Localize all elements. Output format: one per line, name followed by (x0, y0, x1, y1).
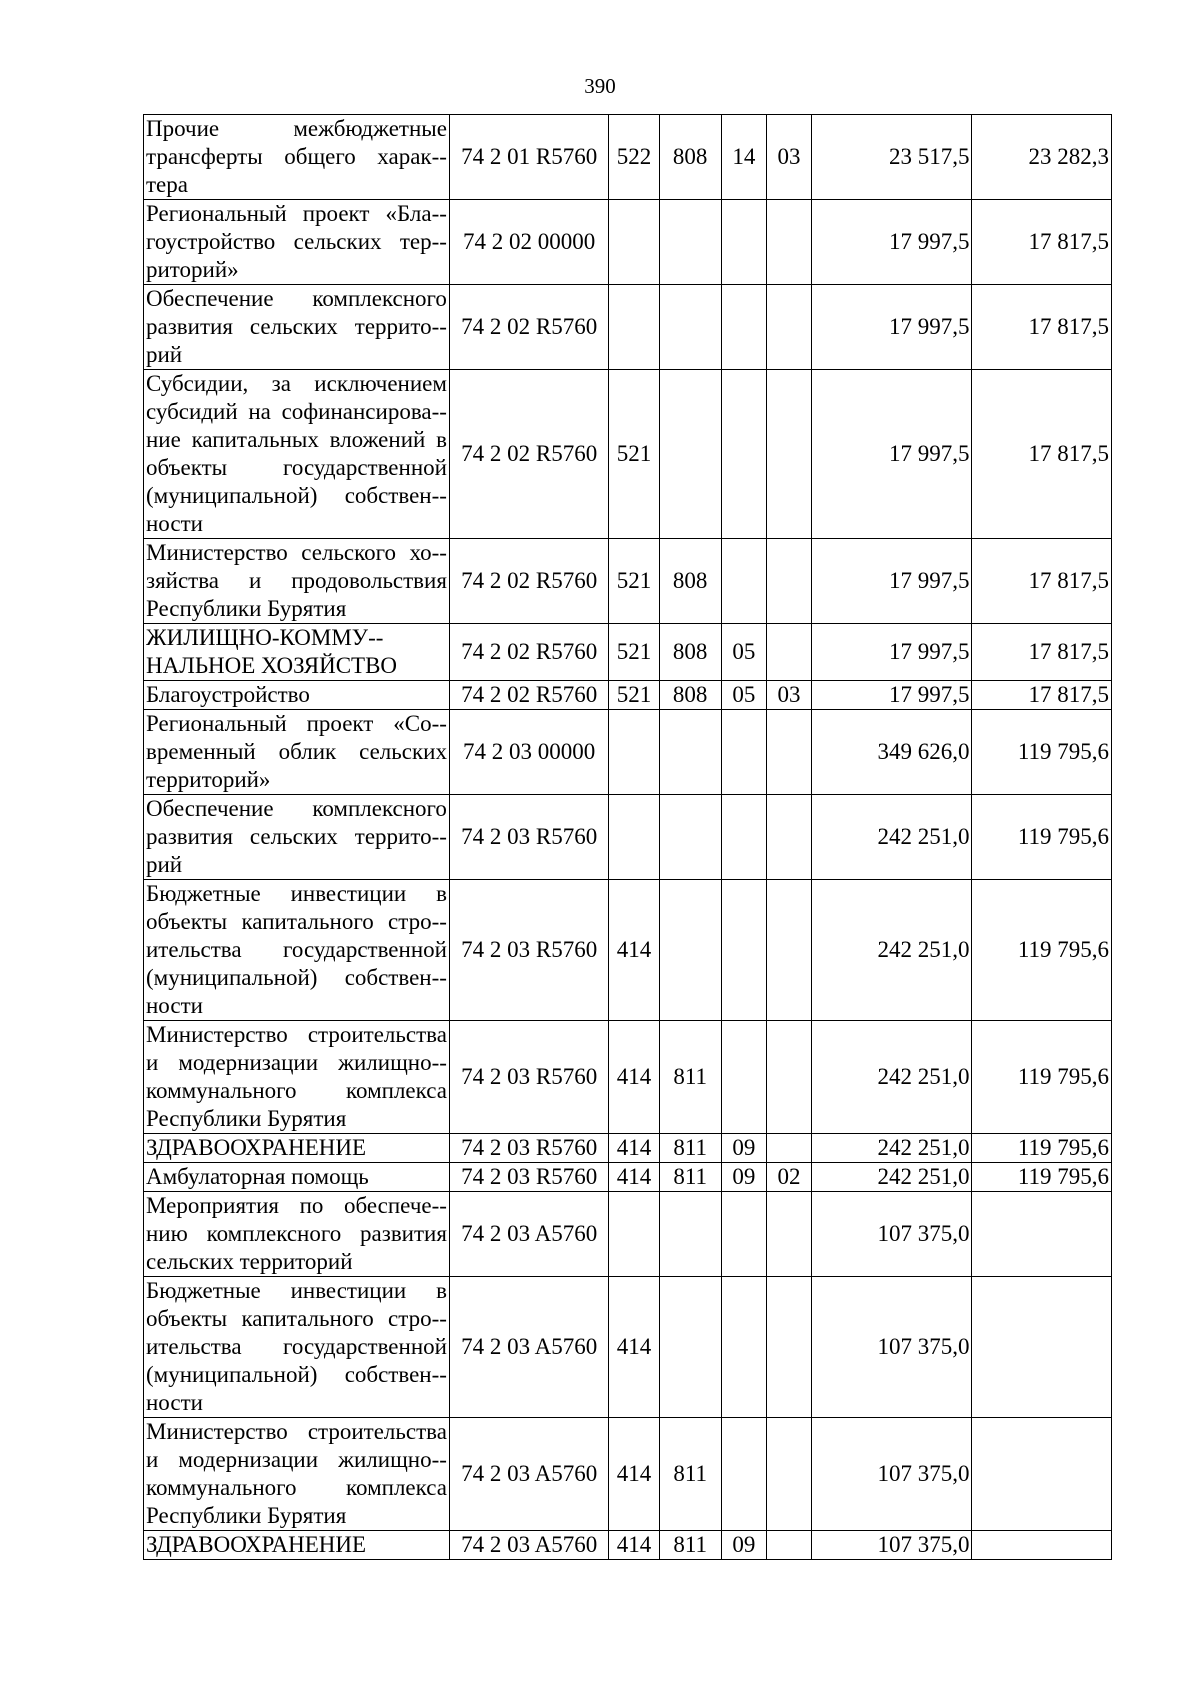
subsection-cell (766, 624, 811, 681)
table-row (144, 370, 1112, 539)
table-row (144, 710, 1112, 795)
target-article-cell: 74 2 03 R5760 (449, 880, 608, 1021)
amount-first-cell: 17 997,5 (812, 285, 972, 370)
amount-second-cell: 17 817,5 (972, 539, 1112, 624)
amount-second-cell: 17 817,5 (972, 624, 1112, 681)
target-article-cell: 74 2 02 R5760 (449, 285, 608, 370)
amount-second-cell: 119 795,6 (972, 1134, 1112, 1163)
amount-second-cell: 119 795,6 (972, 1163, 1112, 1192)
expense-type-cell (609, 710, 659, 795)
subsection-cell: 02 (766, 1163, 811, 1192)
administrator-code-cell: 808 (659, 681, 721, 710)
administrator-code-cell: 811 (659, 1021, 721, 1134)
table-row (144, 1418, 1112, 1531)
expense-type-cell: 414 (609, 1531, 659, 1560)
subsection-cell (766, 880, 811, 1021)
target-article-cell: 74 2 02 R5760 (449, 370, 608, 539)
section-cell (721, 880, 766, 1021)
amount-second-cell: 17 817,5 (972, 681, 1112, 710)
section-cell (721, 285, 766, 370)
expense-type-cell (609, 795, 659, 880)
table-row (144, 880, 1112, 1021)
expense-type-cell (609, 200, 659, 285)
administrator-code-cell (659, 880, 721, 1021)
amount-second-cell: 17 817,5 (972, 285, 1112, 370)
amount-second-cell (972, 1192, 1112, 1277)
table-row (144, 1192, 1112, 1277)
subsection-cell (766, 1531, 811, 1560)
section-cell: 05 (721, 624, 766, 681)
target-article-cell: 74 2 03 A5760 (449, 1531, 608, 1560)
expense-type-cell (609, 1192, 659, 1277)
row-name-cell: Мероприятия по обеспече-нию комплексного развития сельских территорий (144, 1192, 450, 1277)
subsection-cell (766, 710, 811, 795)
expense-type-cell: 414 (609, 1134, 659, 1163)
table-row (144, 1531, 1112, 1560)
administrator-code-cell (659, 1277, 721, 1418)
row-name-cell: Амбулаторная помощь (144, 1163, 450, 1192)
expense-type-cell: 414 (609, 1277, 659, 1418)
section-cell (721, 1192, 766, 1277)
amount-first-cell: 17 997,5 (812, 539, 972, 624)
target-article-cell: 74 2 01 R5760 (449, 115, 608, 200)
table-row (144, 1134, 1112, 1163)
subsection-cell (766, 1418, 811, 1531)
row-name-cell: Обеспечение комплексного развития сельских террито-рий (144, 285, 450, 370)
row-name-cell: Региональный проект «Бла-гоустройство сельских тер-риторий» (144, 200, 450, 285)
target-article-cell: 74 2 02 R5760 (449, 624, 608, 681)
amount-second-cell (972, 1531, 1112, 1560)
expense-type-cell: 521 (609, 681, 659, 710)
amount-first-cell: 107 375,0 (812, 1418, 972, 1531)
amount-second-cell: 17 817,5 (972, 200, 1112, 285)
target-article-cell: 74 2 03 00000 (449, 710, 608, 795)
section-cell: 09 (721, 1163, 766, 1192)
amount-second-cell: 119 795,6 (972, 795, 1112, 880)
amount-first-cell: 17 997,5 (812, 681, 972, 710)
subsection-cell (766, 285, 811, 370)
budget-table (143, 114, 1112, 1560)
table-body (144, 115, 1112, 1560)
amount-second-cell: 119 795,6 (972, 710, 1112, 795)
subsection-cell (766, 795, 811, 880)
target-article-cell: 74 2 03 R5760 (449, 1021, 608, 1134)
section-cell: 09 (721, 1134, 766, 1163)
amount-first-cell: 17 997,5 (812, 624, 972, 681)
administrator-code-cell (659, 795, 721, 880)
section-cell (721, 370, 766, 539)
row-name-cell: Благоустройство (144, 681, 450, 710)
section-cell (721, 539, 766, 624)
row-name-cell: Прочие межбюджетные трансферты общего харак-тера (144, 115, 450, 200)
row-name-cell: Субсидии, за исключением субсидий на софинансирова-ние капитальных вложений в объекты государственной (муниципальной) собствен-ности (144, 370, 450, 539)
amount-first-cell: 17 997,5 (812, 200, 972, 285)
row-name-cell: Бюджетные инвестиции в объекты капитального стро-ительства государственной (муниципальной) собствен-ности (144, 880, 450, 1021)
amount-second-cell: 119 795,6 (972, 880, 1112, 1021)
amount-first-cell: 349 626,0 (812, 710, 972, 795)
target-article-cell: 74 2 03 R5760 (449, 1163, 608, 1192)
administrator-code-cell (659, 370, 721, 539)
administrator-code-cell: 808 (659, 624, 721, 681)
expense-type-cell: 414 (609, 880, 659, 1021)
subsection-cell: 03 (766, 681, 811, 710)
section-cell: 09 (721, 1531, 766, 1560)
section-cell (721, 795, 766, 880)
amount-first-cell: 107 375,0 (812, 1531, 972, 1560)
page-number: 390 (584, 74, 616, 98)
administrator-code-cell: 811 (659, 1134, 721, 1163)
table-row (144, 539, 1112, 624)
expense-type-cell: 414 (609, 1021, 659, 1134)
amount-second-cell (972, 1277, 1112, 1418)
row-name-cell: Бюджетные инвестиции в объекты капитального стро-ительства государственной (муниципальной) собствен-ности (144, 1277, 450, 1418)
amount-first-cell: 107 375,0 (812, 1277, 972, 1418)
table-row (144, 1163, 1112, 1192)
subsection-cell (766, 370, 811, 539)
expense-type-cell: 414 (609, 1163, 659, 1192)
amount-first-cell: 242 251,0 (812, 1134, 972, 1163)
subsection-cell (766, 539, 811, 624)
expense-type-cell: 414 (609, 1418, 659, 1531)
table-row (144, 285, 1112, 370)
row-name-cell: Министерство строительства и модернизации жилищно-коммунального комплекса Республики Бурятия (144, 1021, 450, 1134)
target-article-cell: 74 2 03 A5760 (449, 1192, 608, 1277)
target-article-cell: 74 2 02 R5760 (449, 539, 608, 624)
row-name-cell: ЗДРАВООХРАНЕНИЕ (144, 1531, 450, 1560)
administrator-code-cell (659, 1192, 721, 1277)
table-row (144, 795, 1112, 880)
administrator-code-cell: 808 (659, 115, 721, 200)
subsection-cell (766, 1134, 811, 1163)
amount-second-cell: 23 282,3 (972, 115, 1112, 200)
row-name-cell: ЖИЛИЩНО-КОММУ-НАЛЬНОЕ ХОЗЯЙСТВО (144, 624, 450, 681)
table-row (144, 681, 1112, 710)
target-article-cell: 74 2 02 R5760 (449, 681, 608, 710)
administrator-code-cell: 811 (659, 1163, 721, 1192)
amount-first-cell: 17 997,5 (812, 370, 972, 539)
amount-second-cell: 119 795,6 (972, 1021, 1112, 1134)
administrator-code-cell: 808 (659, 539, 721, 624)
row-name-cell: ЗДРАВООХРАНЕНИЕ (144, 1134, 450, 1163)
section-cell (721, 710, 766, 795)
amount-second-cell: 17 817,5 (972, 370, 1112, 539)
administrator-code-cell (659, 285, 721, 370)
target-article-cell: 74 2 03 A5760 (449, 1277, 608, 1418)
table-row (144, 1021, 1112, 1134)
target-article-cell: 74 2 03 A5760 (449, 1418, 608, 1531)
administrator-code-cell: 811 (659, 1418, 721, 1531)
expense-type-cell: 521 (609, 624, 659, 681)
amount-first-cell: 107 375,0 (812, 1192, 972, 1277)
expense-type-cell: 521 (609, 539, 659, 624)
section-cell (721, 1021, 766, 1134)
subsection-cell (766, 1277, 811, 1418)
target-article-cell: 74 2 02 00000 (449, 200, 608, 285)
section-cell (721, 200, 766, 285)
expense-type-cell: 522 (609, 115, 659, 200)
amount-first-cell: 242 251,0 (812, 1021, 972, 1134)
row-name-cell: Обеспечение комплексного развития сельских террито-рий (144, 795, 450, 880)
target-article-cell: 74 2 03 R5760 (449, 1134, 608, 1163)
section-cell (721, 1418, 766, 1531)
table-row (144, 115, 1112, 200)
amount-first-cell: 242 251,0 (812, 880, 972, 1021)
subsection-cell (766, 1192, 811, 1277)
table-row (144, 1277, 1112, 1418)
administrator-code-cell: 811 (659, 1531, 721, 1560)
row-name-cell: Региональный проект «Со-временный облик сельских территорий» (144, 710, 450, 795)
subsection-cell (766, 1021, 811, 1134)
section-cell (721, 1277, 766, 1418)
subsection-cell (766, 200, 811, 285)
table-row (144, 624, 1112, 681)
table-row (144, 200, 1112, 285)
target-article-cell: 74 2 03 R5760 (449, 795, 608, 880)
subsection-cell: 03 (766, 115, 811, 200)
administrator-code-cell (659, 710, 721, 795)
expense-type-cell: 521 (609, 370, 659, 539)
amount-first-cell: 242 251,0 (812, 795, 972, 880)
administrator-code-cell (659, 200, 721, 285)
section-cell: 14 (721, 115, 766, 200)
amount-first-cell: 23 517,5 (812, 115, 972, 200)
expense-type-cell (609, 285, 659, 370)
row-name-cell: Министерство строительства и модернизации жилищно-коммунального комплекса Республики Бурятия (144, 1418, 450, 1531)
amount-first-cell: 242 251,0 (812, 1163, 972, 1192)
section-cell: 05 (721, 681, 766, 710)
row-name-cell: Министерство сельского хо-зяйства и продовольствия Республики Бурятия (144, 539, 450, 624)
amount-second-cell (972, 1418, 1112, 1531)
